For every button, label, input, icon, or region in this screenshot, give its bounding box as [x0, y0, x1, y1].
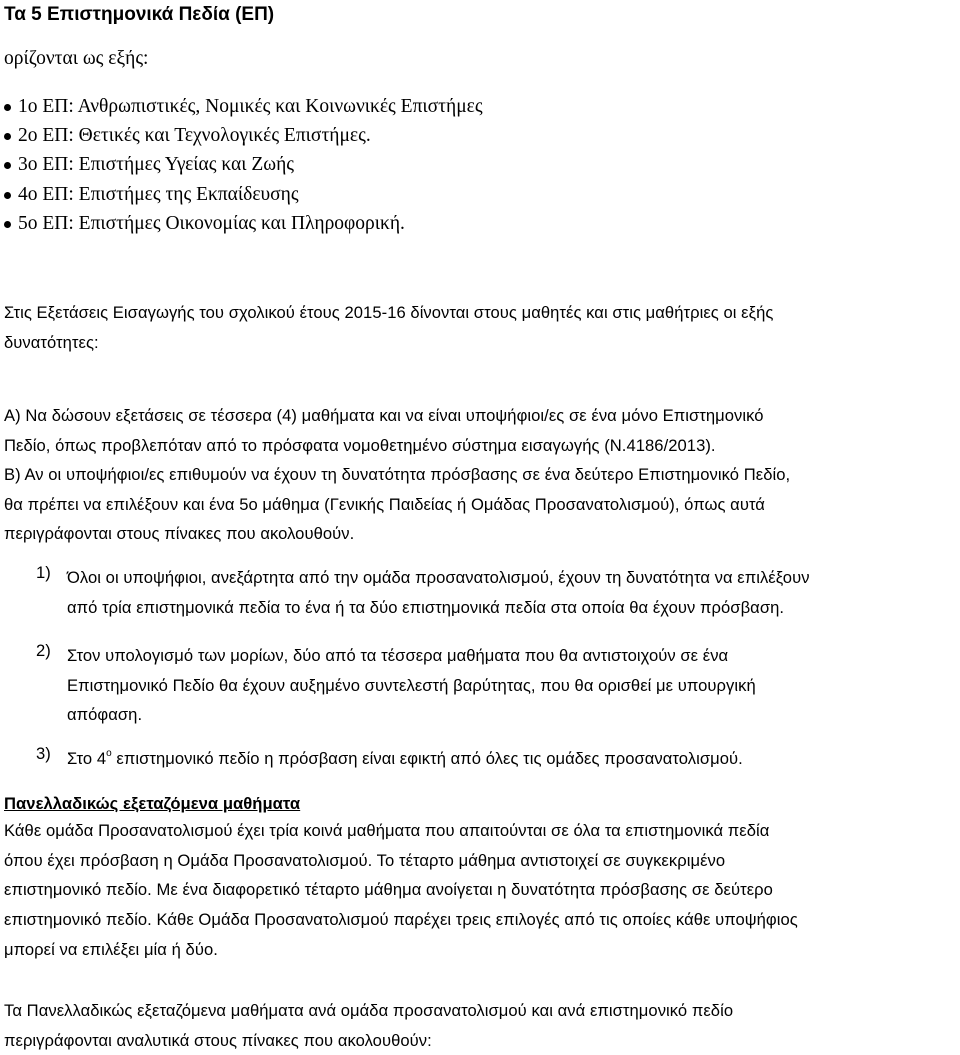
list-item: 4ο ΕΠ: Επιστήμες της Εκπαίδευσης — [4, 182, 483, 211]
intro-text: ορίζονται ως εξής: — [4, 48, 149, 69]
section-heading: Πανελλαδικώς εξεταζόμενα μαθήματα — [4, 794, 301, 813]
bullet-icon — [4, 192, 11, 199]
list-item: 1ο ΕΠ: Ανθρωπιστικές, Νομικές και Κοινωνικές Επιστήμες — [4, 94, 483, 123]
option-a-paragraph: Α) Να δώσουν εξετάσεις σε τέσσερα (4) μαθήματα και να είναι υποψήφιοι/ες σε ένα μόνο Επιστημονικό Πεδίο, όπως προβλεπόταν από το πρόσφατα νομοθετημένο σύστημα εισαγωγής (Ν.4186/2013). — [4, 406, 764, 455]
document-page: Τα 5 Επιστημονικά Πεδία (ΕΠ) ορίζονται ως εξής: 1ο ΕΠ: Ανθρωπιστικές, Νομικές και Κοινωνικές Επιστήμες 2ο ΕΠ: Θετικές και Τεχνολογικές Επιστήμες. 3ο ΕΠ: Επιστήμες Υγείας και Ζωής 4ο ΕΠ: Επιστήμες της Εκπαίδευσης 5ο ΕΠ: Επιστήμες Οικονομίας και Πληροφορική. Στις Εξετάσεις Εισαγωγής του σχολικού έτους 2015-16 δίνονται στους μαθητές και στις μαθήτριες οι εξής δυνατότητες: Α) Να δώσουν εξετάσεις σε τέσσερα (4) μαθήματα και να είναι υποψήφιοι/ες σε ένα μόνο Επιστημονικό Πεδίο, όπως προβλεπόταν από το πρόσφατα νομοθετημένο σύστημα εισαγωγής (Ν.4186/2013). Β) Αν οι υποψήφιοι/ες επιθυμούν να έχουν τη δυνατότητα πρόσβασης σε ένα δεύτερο Επιστημονικό Πεδίο, θα πρέπει να επιλέξουν και ένα 5ο μάθημα (Γενικής Παιδείας ή Ομάδας Προσανατολισμού), όπως αυτά περιγράφονται στους πίνακες που ακολουθούν. 1) Όλοι οι υποψήφιοι, ανεξάρτητα από την ομάδα προσανατολισμού, έχουν τη δυνατότητα να επιλέξουν από τρία επιστημονικά πεδία το ένα ή τα δύο επιστημονικά πεδία στα οποία θα έχουν πρόσβαση. 2) Στον υπολογισμό των μορίων, δύο από τα τέσσερα μαθήματα που θα αντιστοιχούν σε ένα Επιστημονικό Πεδίο θα έχουν αυξημένο συντελεστή βαρύτητας, που θα ορισθεί με υπουργική απόφαση. 3) Στο $4^o$ επιστημονικό πεδίο η πρόσβαση είναι εφικτή από όλες τις ομάδες προσανατολισμού. Πανελλαδικώς εξεταζόμενα μαθήματα Κάθε ομάδα Προσανατολισμού έχει τρία κοινά μαθήματα που απαιτούνται σε όλα τα επιστημονικά πεδία όπου έχει πρόσβαση η Ομάδα Προσανατολισμού. Το τέταρτο μάθημα αντιστοιχεί σε συγκεκριμένο επιστημονικό πεδίο. Με ένα διαφορετικό τέταρτο μάθημα ανοίγεται η δυνατότητα πρόσβασης σε δεύτερο επιστημονικό πεδίο. Κάθε Ομάδα Προσανατολισμού παρέχει τρεις επιλογές από τις οποίες κάθε υποψήφιος μπορεί να επιλέξει μία ή δύο. Τα Πανελλαδικώς εξεταζόμενα μαθήματα ανά ομάδα προσανατολισμού και ανά επιστημονικό πεδίο περιγράφονται αναλυτικά στους πίνακες που ακολουθούν: — [0, 0, 960, 1052]
list-item: 2ο ΕΠ: Θετικές και Τεχνολογικές Επιστήμες. — [4, 123, 483, 152]
document-title: Τα 5 Επιστημονικά Πεδία (ΕΠ) — [4, 4, 275, 25]
option-b-paragraph: Β) Αν οι υποψήφιοι/ες επιθυμούν να έχουν τη δυνατότητα πρόσβασης σε ένα δεύτερο Επιστημονικό Πεδίο, θα πρέπει να επιλέξουν και ένα 5ο μάθημα (Γενικής Παιδείας ή Ομάδας Προσανατολισμού), όπως αυτά περιγράφονται στους πίνακες που ακολουθούν. — [4, 465, 791, 544]
list-item: 3ο ΕΠ: Επιστήμες Υγείας και Ζωής — [4, 152, 483, 181]
bullet-icon — [4, 221, 11, 228]
bullet-icon — [4, 104, 11, 111]
fields-list — [4, 94, 483, 240]
heading-paragraph: Κάθε ομάδα Προσανατολισμού έχει τρία κοινά μαθήματα που απαιτούνται σε όλα τα επιστημονικά πεδία όπου έχει πρόσβαση η Ομάδα Προσανατολισμού. Το τέταρτο μάθημα αντιστοιχεί σε συγκεκριμένο επιστημονικό πεδίο. Με ένα διαφορετικό τέταρτο μάθημα ανοίγεται η δυνατότητα πρόσβασης σε δεύτερο επιστημονικό πεδίο. Κάθε Ομάδα Προσανατολισμού παρέχει τρεις επιλογές από τις οποίες κάθε υποψήφιος μπορεί να επιλέξει μία ή δύο. — [4, 821, 798, 959]
bullet-icon — [4, 133, 11, 140]
bullet-icon — [4, 162, 11, 169]
list-item: 5ο ΕΠ: Επιστήμες Οικονομίας και Πληροφορική. — [4, 211, 483, 240]
closing-paragraph: Τα Πανελλαδικώς εξεταζόμενα μαθήματα ανά ομάδα προσανατολισμού και ανά επιστημονικό πεδίο περιγράφονται αναλυτικά στους πίνακες που ακολουθούν: — [4, 1001, 734, 1050]
exam-intro-paragraph: Στις Εξετάσεις Εισαγωγής του σχολικού έτους 2015-16 δίνονται στους μαθητές και στις μαθήτριες οι εξής δυνατότητες: — [4, 303, 774, 352]
